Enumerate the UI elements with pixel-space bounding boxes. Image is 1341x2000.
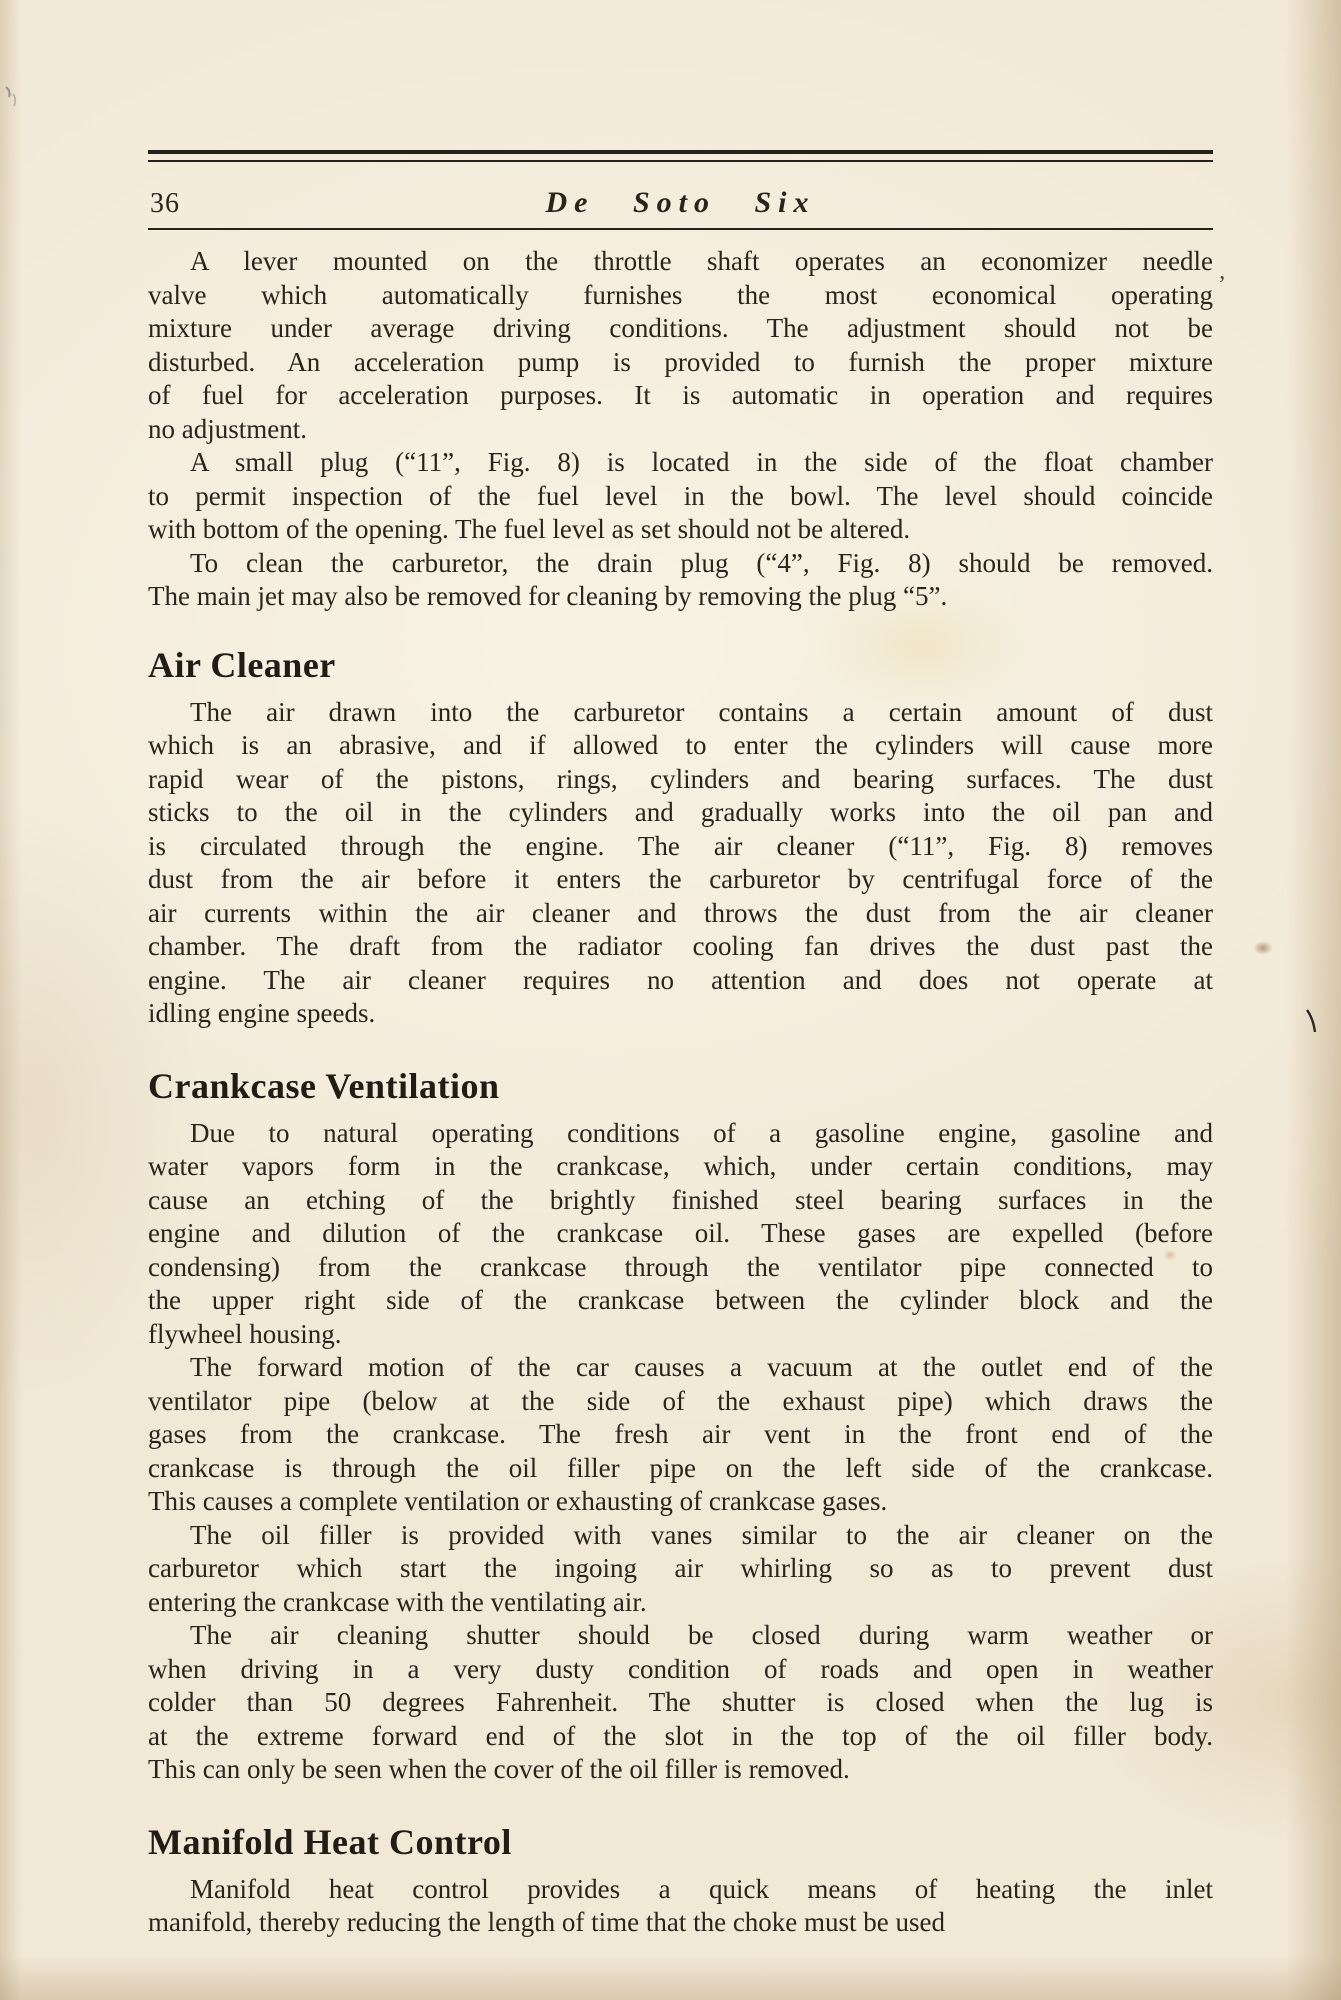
text-line: water vapors form in the crankcase, which, under certain conditions, may: [148, 1151, 1213, 1181]
paragraph-clean-carburetor: [148, 547, 1213, 614]
text-line: flywheel housing.: [148, 1318, 342, 1349]
text-line: colder than 50 degrees Fahrenheit. The shutter is closed when the lug is: [148, 1687, 1213, 1717]
header-rule-top-thick: [148, 150, 1213, 154]
stray-ink-mark: ’: [1218, 272, 1226, 298]
pencil-mark: [2, 84, 22, 110]
text-line: of fuel for acceleration purposes. It is automatic in operation and requires: [148, 380, 1213, 410]
text-line: engine. The air cleaner requires no attention and does not operate at: [148, 964, 1213, 995]
text-line: chamber. The draft from the radiator cooling fan drives the dust past the: [148, 931, 1213, 961]
text-line: ventilator pipe (below at the side of the exhaust pipe) which draws the: [148, 1385, 1213, 1416]
text-line: The oil filler is provided with vanes similar to the air cleaner on the: [190, 1519, 1213, 1550]
text-line: The air cleaning shutter should be closed during warm weather or: [190, 1620, 1213, 1650]
running-head: [148, 162, 1213, 228]
text-line: A small plug (“11”, Fig. 8) is located in the side of the float chamber: [190, 447, 1213, 477]
paragraph-carburetor-economizer: [148, 245, 1213, 446]
text-line: carburetor which start the ingoing air whirling so as to prevent dust: [148, 1553, 1213, 1583]
section-heading-manifold-heat-control: Manifold Heat Control: [148, 1821, 512, 1862]
paragraph-forward-motion: [148, 1351, 1213, 1519]
text-line: to permit inspection of the fuel level in the bowl. The level should coincide: [148, 480, 1213, 511]
text-line: To clean the carburetor, the drain plug (“4”, Fig. 8) should be removed.: [190, 547, 1213, 578]
text-line: rapid wear of the pistons, rings, cylinders and bearing surfaces. The dust: [148, 763, 1213, 794]
text-line: Due to natural operating conditions of a gasoline engine, gasoline and: [190, 1117, 1213, 1148]
paragraph-air-cleaner: [148, 696, 1213, 1031]
text-line: engine and dilution of the crankcase oil. These gases are expelled (before: [148, 1218, 1213, 1248]
paragraph-oil-filler-vanes: [148, 1519, 1213, 1620]
text-line: crankcase is through the oil filler pipe on the left side of the crankcase.: [148, 1452, 1213, 1483]
text-line: which is an abrasive, and if allowed to enter the cylinders will cause more: [148, 730, 1213, 760]
text-line: no adjustment.: [148, 413, 307, 444]
running-title: De Soto Six: [545, 186, 816, 219]
page-header: [148, 150, 1213, 230]
paragraph-manifold-heat: [148, 1873, 1213, 1940]
page-content: [148, 150, 1213, 1940]
text-line: The main jet may also be removed for cleaning by removing the plug “5”.: [148, 581, 948, 611]
text-line: with bottom of the opening. The fuel level as set should not be altered.: [148, 514, 911, 544]
ink-tick-mark: [1304, 1008, 1318, 1034]
text-line: Manifold heat control provides a quick means of heating the inlet: [190, 1873, 1213, 1904]
text-line: valve which automatically furnishes the most economical operating: [148, 279, 1213, 310]
section-heading-crankcase-ventilation: Crankcase Ventilation: [148, 1065, 500, 1106]
text-line: This can only be seen when the cover of the oil filler is removed.: [148, 1754, 850, 1784]
text-line: condensing) from the crankcase through the ventilator pipe connected to: [148, 1251, 1213, 1282]
text-line: disturbed. An acceleration pump is provided to furnish the proper mixture: [148, 346, 1213, 377]
text-line: A lever mounted on the throttle shaft operates an economizer needle: [190, 246, 1213, 276]
paragraph-float-chamber-plug: [148, 446, 1213, 547]
header-rule-bottom: [148, 228, 1213, 230]
text-line: idling engine speeds.: [148, 998, 376, 1028]
text-line: dust from the air before it enters the carburetor by centrifugal force of the: [148, 864, 1213, 894]
text-line: the upper right side of the crankcase between the cylinder block and the: [148, 1285, 1213, 1315]
paragraph-crankcase-vapors: [148, 1117, 1213, 1352]
text-line: at the extreme forward end of the slot in the top of the oil filler body.: [148, 1720, 1213, 1751]
text-line: cause an etching of the brightly finished steel bearing surfaces in the: [148, 1184, 1213, 1215]
text-line: mixture under average driving conditions. The adjustment should not be: [148, 313, 1213, 343]
text-line: when driving in a very dusty condition of roads and open in weather: [148, 1653, 1213, 1684]
text-line: gases from the crankcase. The fresh air vent in the front end of the: [148, 1419, 1213, 1449]
text-line: This causes a complete ventilation or exhausting of crankcase gases.: [148, 1486, 888, 1516]
page-number: 36: [150, 188, 180, 219]
text-line: is circulated through the engine. The air cleaner (“11”, Fig. 8) removes: [148, 830, 1213, 861]
text-line: manifold, thereby reducing the length of time that the choke must be used: [148, 1907, 946, 1937]
text-line: entering the crankcase with the ventilating air.: [148, 1586, 647, 1617]
paragraph-air-cleaning-shutter: [148, 1619, 1213, 1787]
text-line: sticks to the oil in the cylinders and gradually works into the oil pan and: [148, 797, 1213, 827]
text-line: air currents within the air cleaner and throws the dust from the air cleaner: [148, 897, 1213, 928]
section-heading-air-cleaner: Air Cleaner: [148, 644, 336, 685]
text-line: The air drawn into the carburetor contains a certain amount of dust: [190, 696, 1213, 727]
text-line: The forward motion of the car causes a vacuum at the outlet end of the: [190, 1352, 1213, 1382]
body-text: [148, 245, 1213, 1940]
